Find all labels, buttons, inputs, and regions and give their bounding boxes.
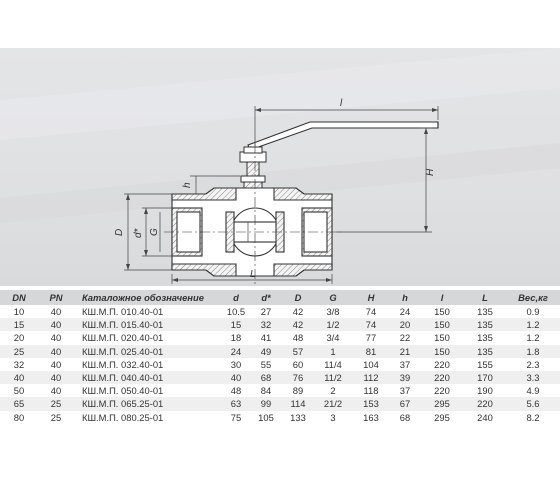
table-row (0, 345, 560, 358)
table-cell: 3 (330, 411, 336, 423)
table-cell: 40 (38, 345, 74, 358)
table-cell: 40 (50, 385, 62, 397)
table-row (0, 397, 560, 410)
table-cell: КШ.М.П. 025.40-01 (74, 345, 222, 358)
column-header: Каталожное обозначение (74, 290, 222, 305)
table-cell: 20 (390, 318, 420, 331)
table-cell: 27 (260, 306, 272, 318)
table-cell: 150 (434, 306, 450, 318)
table-cell: 30 (230, 358, 242, 370)
table-cell: 49 (250, 345, 282, 358)
dim-H-label: H (425, 168, 436, 176)
table-cell: 10.5 (226, 306, 246, 318)
table-cell: 104 (363, 358, 379, 370)
column-header: l (420, 290, 464, 305)
specification-table (0, 290, 560, 424)
table-cell: 8.2 (526, 411, 540, 423)
column-header: d (222, 290, 250, 305)
table-cell: 77 (365, 332, 377, 344)
table-cell: 25 (38, 397, 74, 410)
table-cell: 65 (0, 397, 38, 410)
table-cell: 40 (50, 358, 62, 370)
table-cell: 15 (222, 318, 250, 331)
table-cell: КШ.М.П. 015.40-01 (74, 318, 222, 331)
column-header: Вес,кг (506, 290, 560, 305)
table-cell: 21 (390, 345, 420, 358)
table-cell: 112 (352, 371, 390, 384)
table-cell: КШ.М.П. 032.40-01 (82, 358, 164, 370)
table-cell: 74 (352, 318, 390, 331)
table-cell: 37 (399, 358, 411, 370)
column-header: PN (38, 290, 74, 305)
table-cell: 150 (434, 332, 450, 344)
table-cell: 40 (50, 332, 62, 344)
table-cell: 84 (260, 385, 272, 397)
table-cell: 118 (363, 385, 379, 397)
table-cell: 63 (222, 397, 250, 410)
table-cell: 105 (258, 411, 274, 423)
table-cell: 40 (50, 306, 62, 318)
table-cell: 1 (314, 345, 352, 358)
table-cell: 295 (434, 411, 450, 423)
column-header: d* (250, 290, 282, 305)
table-cell: 68 (399, 411, 411, 423)
table-cell: 25 (50, 411, 62, 423)
table-cell: 76 (282, 371, 314, 384)
table-cell: 240 (477, 411, 493, 423)
table-cell: 50 (13, 385, 25, 397)
table-cell: 1.8 (506, 345, 560, 358)
table-cell: 135 (464, 318, 506, 331)
table-cell: КШ.М.П. 040.40-01 (74, 371, 222, 384)
table-cell: 57 (282, 345, 314, 358)
table-cell: 3.3 (506, 371, 560, 384)
table-row (0, 318, 560, 331)
table-cell: 20 (13, 332, 25, 344)
table-cell: 220 (434, 385, 450, 397)
table-cell: 42 (292, 306, 304, 318)
table-cell: 0.9 (526, 306, 540, 318)
dim-l-label: l (340, 98, 343, 109)
table-cell: 40 (38, 371, 74, 384)
dim-d-star-label: d* (133, 228, 144, 238)
table-header-row (0, 290, 560, 305)
table-cell: 41 (260, 332, 272, 344)
table-cell: 2 (330, 385, 336, 397)
valve-technical-drawing (0, 48, 560, 286)
column-header: DN (0, 290, 38, 305)
column-header: D (282, 290, 314, 305)
table-cell: 190 (477, 385, 493, 397)
table-row (0, 358, 560, 371)
table-cell: 1/2 (314, 318, 352, 331)
table-cell: 32 (250, 318, 282, 331)
column-header: H (352, 290, 390, 305)
table-cell: 25 (0, 345, 38, 358)
table-cell: 48 (292, 332, 304, 344)
table-cell: 89 (292, 385, 304, 397)
table-cell: 1.2 (506, 318, 560, 331)
table-row (0, 305, 560, 318)
table-cell: 40 (222, 371, 250, 384)
stem-assembly (240, 147, 266, 190)
table-cell: 2.3 (526, 358, 540, 370)
table-cell: 40 (38, 318, 74, 331)
table-cell: 15 (0, 318, 38, 331)
table-cell: 220 (464, 397, 506, 410)
table-cell: 80 (13, 411, 25, 423)
dim-D-label: D (114, 228, 125, 236)
column-header: G (314, 290, 352, 305)
table-cell: 24 (399, 306, 411, 318)
table-cell: 155 (477, 358, 493, 370)
table-cell: 24 (222, 345, 250, 358)
table-cell: 74 (365, 306, 377, 318)
table-cell: 75 (230, 411, 242, 423)
table-cell: 10 (13, 306, 25, 318)
table-cell: 55 (260, 358, 272, 370)
table-cell: 42 (282, 318, 314, 331)
table-cell: 48 (230, 385, 242, 397)
table-cell: 133 (290, 411, 306, 423)
table-cell: 150 (420, 345, 464, 358)
table-row (0, 371, 560, 384)
table-cell: КШ.М.П. 065.25-01 (74, 397, 222, 410)
table-cell: 81 (352, 345, 390, 358)
dim-L-label: L (250, 269, 256, 280)
table-row (0, 411, 560, 424)
table-cell: 220 (434, 358, 450, 370)
table-cell: 37 (399, 385, 411, 397)
table-cell: 21/2 (314, 397, 352, 410)
table-cell: 3/8 (326, 306, 340, 318)
handle-lever (248, 122, 438, 150)
dim-h-label: h (182, 182, 193, 188)
table-cell: 135 (464, 345, 506, 358)
table-cell: КШ.М.П. 080.25-01 (82, 411, 164, 423)
table-row (0, 384, 560, 397)
dim-G-label: G (149, 228, 160, 236)
table-cell: КШ.М.П. 050.40-01 (82, 385, 164, 397)
table-cell: КШ.М.П. 010.40-01 (82, 306, 164, 318)
column-header: L (464, 290, 506, 305)
table-cell: 22 (399, 332, 411, 344)
table-cell: 1.2 (526, 332, 540, 344)
table-cell: 295 (420, 397, 464, 410)
table-cell: 68 (250, 371, 282, 384)
table-cell: 135 (477, 306, 493, 318)
table-row (0, 331, 560, 344)
table-cell: 67 (390, 397, 420, 410)
table-cell: 18 (230, 332, 242, 344)
table-cell: 39 (390, 371, 420, 384)
table-cell: 150 (420, 318, 464, 331)
table-cell: 99 (250, 397, 282, 410)
table-cell: 3/4 (326, 332, 340, 344)
table-cell: КШ.М.П. 020.40-01 (82, 332, 164, 344)
table-cell: 220 (420, 371, 464, 384)
table-cell: 32 (13, 358, 25, 370)
table-cell: 170 (464, 371, 506, 384)
table-cell: 60 (292, 358, 304, 370)
table-cell: 114 (282, 397, 314, 410)
table-cell: 4.9 (526, 385, 540, 397)
table-cell: 135 (477, 332, 493, 344)
table-cell: 40 (0, 371, 38, 384)
table-cell: 5.6 (506, 397, 560, 410)
table-cell: 11/2 (314, 371, 352, 384)
table-cell: 163 (363, 411, 379, 423)
table-cell: 11/4 (324, 358, 342, 370)
table-cell: 153 (352, 397, 390, 410)
column-header: h (390, 290, 420, 305)
